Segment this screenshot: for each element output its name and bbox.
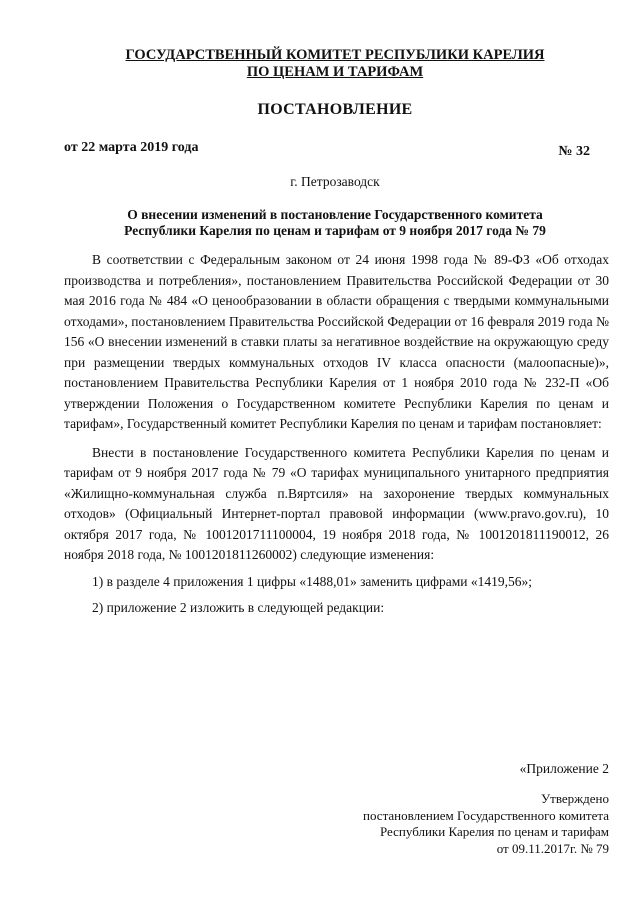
document-subject xyxy=(0,207,640,239)
appendix-label: «Приложение 2 xyxy=(519,761,609,776)
approval-line4: от 09.11.2017г. № 79 xyxy=(496,840,609,856)
document-body xyxy=(64,250,609,619)
document-number: № 32 xyxy=(558,144,590,159)
subject-line1: О внесении изменений в постановление Государственного комитета xyxy=(127,207,543,222)
approval-block xyxy=(309,791,609,857)
approval-line3: Республики Карелия по ценам и тарифам xyxy=(379,824,609,839)
paragraph-amendments: Внести в постановление Государственного комитета Республики Карелия по ценам и тарифам от 9 ноября 2017 года № 79 «О тарифах муниципального унитарного предприятия «Жилищно-коммунальная служба п.Вяртсиля» на захоронение твердых коммунальных отходов» (Официальный Интернет-портал правовой информации (www.pravo.gov.ru), 10 октября 2017 года, № 1001201711100004, 19 ноября 2018 года, № 1001201811190012, 26 ноября 2018 года, № 1001201811260002) следующие изменения: xyxy=(64,444,609,562)
amendment-item-1: 1) в разделе 4 приложения 1 цифры «1488,01» заменить цифрами «1419,56»; xyxy=(92,573,533,589)
paragraph-preamble: В соответствии с Федеральным законом от 24 июня 1998 года № 89-ФЗ «Об отходах производства и потребления», постановлением Правительства Российской Федерации от 30 мая 2016 года № 484 «О ценообразовании в области обращения с твердыми коммунальными отходами», постановлением Правительства Российской Федерации от 16 февраля 2019 года № 156 «О внесении изменений в ставки платы за негативное воздействие на окружающую среду при размещении твердых коммунальных отходов IV класса опасности (малоопасные)», постановлением Правительства Республики Карелия от 1 ноября 2010 года № 232-П «Об утверждении Положения о Государственном комитете Республики Карелия по ценам и тарифам», Государственный комитет Республики Карелия по ценам и тарифам постановляет: xyxy=(64,252,609,431)
amendment-item-2: 2) приложение 2 изложить в следующей редакции: xyxy=(92,600,385,615)
document-title xyxy=(0,101,640,119)
organization-name-line1: ГОСУДАРСТВЕННЫЙ КОМИТЕТ РЕСПУБЛИКИ КАРЕЛИЯ xyxy=(125,47,545,63)
approval-line1: Утверждено xyxy=(540,791,609,806)
city-text: г. Петрозаводск xyxy=(290,174,380,189)
document-title-text: ПОСТАНОВЛЕНИЕ xyxy=(257,101,413,118)
subject-line2: Республики Карелия по ценам и тарифам от 9 ноября 2017 года № 79 xyxy=(124,223,546,238)
organization-header xyxy=(0,47,640,81)
approval-line2: постановлением Государственного комитета xyxy=(363,807,609,823)
organization-name-line2: ПО ЦЕНАМ И ТАРИФАМ xyxy=(246,64,424,80)
document-date: от 22 марта 2019 года xyxy=(64,140,199,155)
document-city xyxy=(0,174,640,190)
